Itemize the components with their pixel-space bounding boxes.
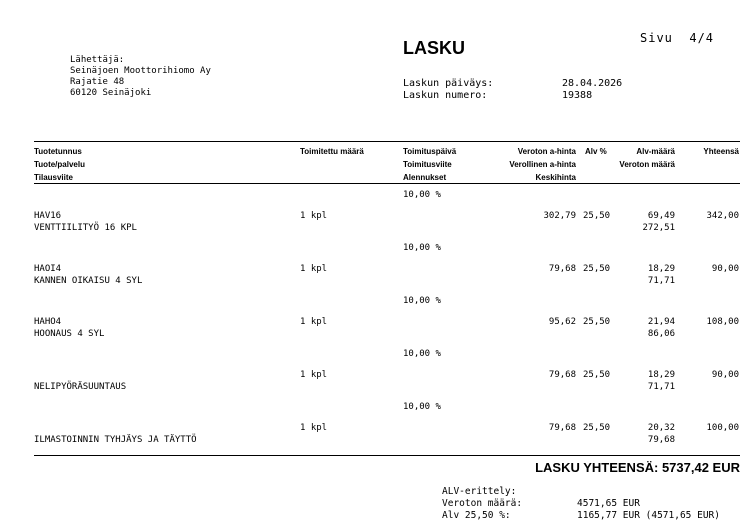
- item-net-amount: 71,71: [647, 382, 675, 392]
- item-code: HAV16: [34, 211, 62, 221]
- col-header-product-name: Tuote/palvelu: [34, 160, 85, 169]
- item-total: 100,00: [706, 423, 739, 433]
- item-total: 90,00: [711, 370, 739, 380]
- item-name: ILMASTOINNIN TYHJÄYS JA TÄYTTÖ: [34, 435, 197, 445]
- item-name: VENTTIILITYÖ 16 KPL: [34, 223, 137, 233]
- vat-breakdown-labels: [442, 486, 522, 522]
- item-net-amount: 86,06: [647, 329, 675, 339]
- vat-breakdown-vat-value: 1165,77 EUR (4571,65 EUR): [577, 510, 720, 521]
- item-code: HAHO4: [34, 317, 62, 327]
- sender-street: Rajatie 48: [70, 77, 125, 87]
- table-row: [0, 402, 748, 455]
- table-row: [0, 349, 748, 402]
- item-qty: 1 kpl: [300, 317, 328, 327]
- item-unit-price: 79,68: [548, 264, 576, 274]
- item-discount: 10,00 %: [403, 402, 441, 412]
- item-unit-price: 79,68: [548, 370, 576, 380]
- item-vat-amount: 18,29: [647, 370, 675, 380]
- col-header-vat-amount: [596, 145, 675, 171]
- item-name: NELIPYÖRÄSUUNTAUS: [34, 382, 127, 392]
- col-header-order-ref: Tilausviite: [34, 173, 73, 182]
- col-header-delivered-qty: Toimitettu määrä: [300, 147, 364, 156]
- item-vat-pct: 25,50: [583, 370, 611, 380]
- page-label: Sivu: [640, 31, 673, 45]
- table-row: [0, 243, 748, 296]
- items-bottom-rule: [34, 455, 740, 456]
- item-unit-price: 95,62: [548, 317, 576, 327]
- item-qty: 1 kpl: [300, 423, 328, 433]
- item-total: 342,00: [706, 211, 739, 221]
- invoice-date-value: 28.04.2026: [562, 78, 623, 89]
- sender-label: Lähettäjä:: [70, 55, 125, 65]
- item-qty: 1 kpl: [300, 211, 328, 221]
- col-header-product: [34, 145, 85, 184]
- invoice-meta-values: [562, 78, 622, 102]
- col-header-delivery-date: Toimituspäivä: [403, 147, 457, 156]
- invoice-title: LASKU: [403, 38, 465, 58]
- invoice-number-label: Laskun numero:: [403, 90, 488, 101]
- item-qty: 1 kpl: [300, 370, 328, 380]
- item-vat-pct: 25,50: [583, 264, 611, 274]
- col-header-price: [476, 145, 576, 184]
- item-discount: 10,00 %: [403, 190, 441, 200]
- col-header-product-code: Tuotetunnus: [34, 147, 82, 156]
- col-header-delivery: [403, 145, 456, 184]
- vat-breakdown-net-label: Veroton määrä:: [442, 498, 523, 509]
- item-discount: 10,00 %: [403, 349, 441, 359]
- item-total: 108,00: [706, 317, 739, 327]
- item-name: HOONAUS 4 SYL: [34, 329, 105, 339]
- col-header-vat-pct-label: Alv %: [585, 147, 607, 156]
- item-unit-price: 79,68: [548, 423, 576, 433]
- vat-breakdown-values: [577, 498, 720, 522]
- col-header-total: [686, 145, 739, 158]
- col-header-net-unit-price: Veroton a-hinta: [517, 147, 576, 156]
- invoice-meta-labels: [403, 78, 493, 102]
- page-value: 4/4: [689, 31, 715, 45]
- item-net-amount: 272,51: [642, 223, 675, 233]
- col-header-delivery-ref: Toimitusviite: [403, 160, 452, 169]
- item-vat-pct: 25,50: [583, 423, 611, 433]
- item-discount: 10,00 %: [403, 243, 441, 253]
- table-row: [0, 296, 748, 349]
- sender-block: [70, 55, 211, 99]
- col-header-vat-amount-label: Alv-määrä: [636, 147, 675, 156]
- item-code: HAOI4: [34, 264, 62, 274]
- vat-breakdown-vat-label: Alv 25,50 %:: [442, 510, 511, 521]
- col-header-total-label: Yhteensä: [703, 147, 739, 156]
- header-top-rule: [34, 141, 740, 142]
- col-header-discounts: Alennukset: [403, 173, 447, 182]
- item-total: 90,00: [711, 264, 739, 274]
- page-number: [640, 31, 714, 45]
- item-vat-pct: 25,50: [583, 211, 611, 221]
- vat-breakdown-net-value: 4571,65 EUR: [577, 498, 640, 509]
- col-header-gross-unit-price: Verollinen a-hinta: [509, 160, 576, 169]
- invoice-total: LASKU YHTEENSÄ: 5737,42 EUR: [535, 460, 740, 475]
- col-header-net-amount-label: Veroton määrä: [619, 160, 675, 169]
- table-row: [0, 190, 748, 243]
- item-vat-amount: 21,94: [647, 317, 675, 327]
- invoice-number-value: 19388: [562, 90, 593, 101]
- item-net-amount: 79,68: [647, 435, 675, 445]
- sender-name: Seinäjoen Moottorihiomo Ay: [70, 66, 211, 76]
- item-discount: 10,00 %: [403, 296, 441, 306]
- item-unit-price: 302,79: [543, 211, 576, 221]
- item-vat-amount: 20,32: [647, 423, 675, 433]
- sender-city: 60120 Seinäjoki: [70, 88, 152, 98]
- item-name: KANNEN OIKAISU 4 SYL: [34, 276, 143, 286]
- item-vat-amount: 69,49: [647, 211, 675, 221]
- header-bottom-rule: [34, 183, 740, 184]
- item-qty: 1 kpl: [300, 264, 328, 274]
- item-vat-pct: 25,50: [583, 317, 611, 327]
- invoice-date-label: Laskun päiväys:: [403, 78, 494, 89]
- col-header-avg-price: Keskihinta: [535, 173, 576, 182]
- item-net-amount: 71,71: [647, 276, 675, 286]
- item-vat-amount: 18,29: [647, 264, 675, 274]
- vat-breakdown-title: ALV-erittely:: [442, 486, 517, 497]
- col-header-qty: [300, 145, 364, 158]
